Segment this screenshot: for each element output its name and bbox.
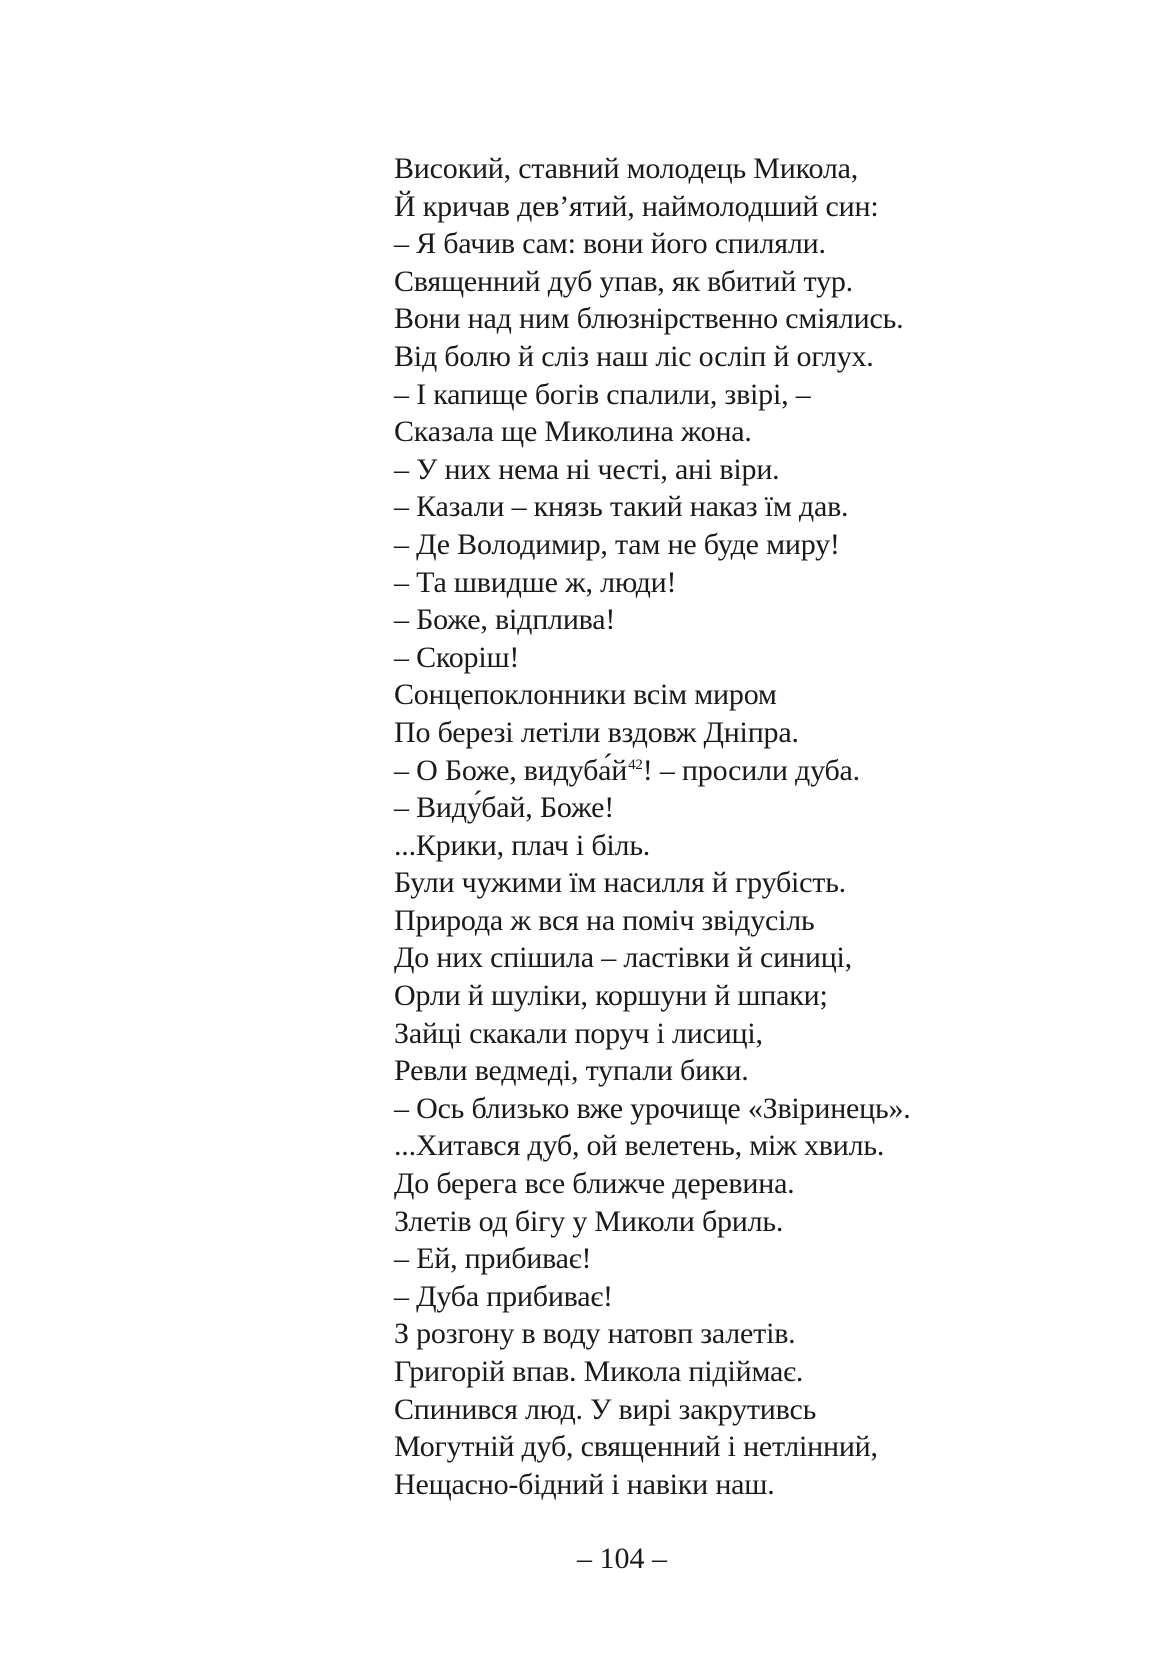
poem-line: Були чужими їм насилля й грубість. [394,866,846,900]
footnote-marker: 42 [628,756,643,773]
poem-line: Ревли ведмеді, тупали бики. [394,1054,749,1088]
poem-line: Сказала ще Миколина жона. [394,415,752,449]
poem-line: До них спішила – ластівки й синиці, [394,941,852,975]
poem-line: Могутній дуб, священний і нетлінний, [394,1430,878,1464]
poem-line: – У них нема ні честі, ані віри. [394,452,780,486]
poem-line: Природа ж вся на поміч звідусіль [394,903,815,937]
poem-line: Нещасно-бідний і навіки наш. [394,1467,775,1501]
poem-line: – Боже, відплива! [394,603,616,637]
poem-line: ...Крики, плач і біль. [394,828,651,862]
poem-line: Сонцепоклонники всім миром [394,678,777,712]
poem-line-text: – О Боже, видуба́й [394,753,628,787]
poem-line: Зайці скакали поруч і лисиці, [394,1016,763,1050]
poem-line: Високий, ставний молодець Микола, [394,152,859,185]
poem-line: – Дуба прибиває! [394,1279,613,1313]
poem-line: З розгону в воду натовп залетів. [394,1317,796,1351]
poem-line: Спинився люд. У вирі закрутивсь [394,1392,817,1426]
page-number [0,1540,1166,1577]
poem-line: – Скоріш! [394,640,520,674]
poem-line: Орли й шуліки, коршуни й шпаки; [394,979,828,1013]
poem-line: По березі летіли вздовж Дніпра. [394,715,799,749]
poem-line: – І капище богів спалили, звірі, – [394,377,811,411]
poem-line: ...Хитався дуб, ой велетень, між хвиль. [394,1129,885,1163]
poem-line: Священний дуб упав, як вбитий тур. [394,264,853,298]
poem-line: – Виду́бай, Боже! [394,791,614,825]
poem-line: Злетів од бігу у Миколи бриль. [394,1204,784,1238]
poem-line: Григорій впав. Микола підіймає. [394,1355,804,1388]
poem-text [394,150,911,1503]
poem-line: До берега все ближче деревина. [394,1167,795,1201]
poem-line: – Та швидше ж, люди! [394,565,677,599]
poem-line: – Ось близько вже урочище «Звіринець». [394,1091,911,1125]
poem-line: Вони над ним блюзнірственно сміялись. [394,302,904,336]
poem-line: – Де Володимир, там не буде миру! [394,527,840,561]
poem-line: – Я бачив сам: вони його спиляли. [394,227,826,261]
poem-line: Й кричав дев’ятий, наймолодший син: [394,189,879,223]
page-number-label: – 104 – [577,1542,667,1575]
poem-line-text: ! – просили дуба. [642,753,860,787]
poem-line: – Казали – князь такий наказ їм дав. [394,490,849,524]
poem-line: Від болю й сліз наш ліс осліп й оглух. [394,339,874,373]
poem-line: – Ей, прибиває! [394,1242,592,1276]
poem-line [394,752,911,790]
